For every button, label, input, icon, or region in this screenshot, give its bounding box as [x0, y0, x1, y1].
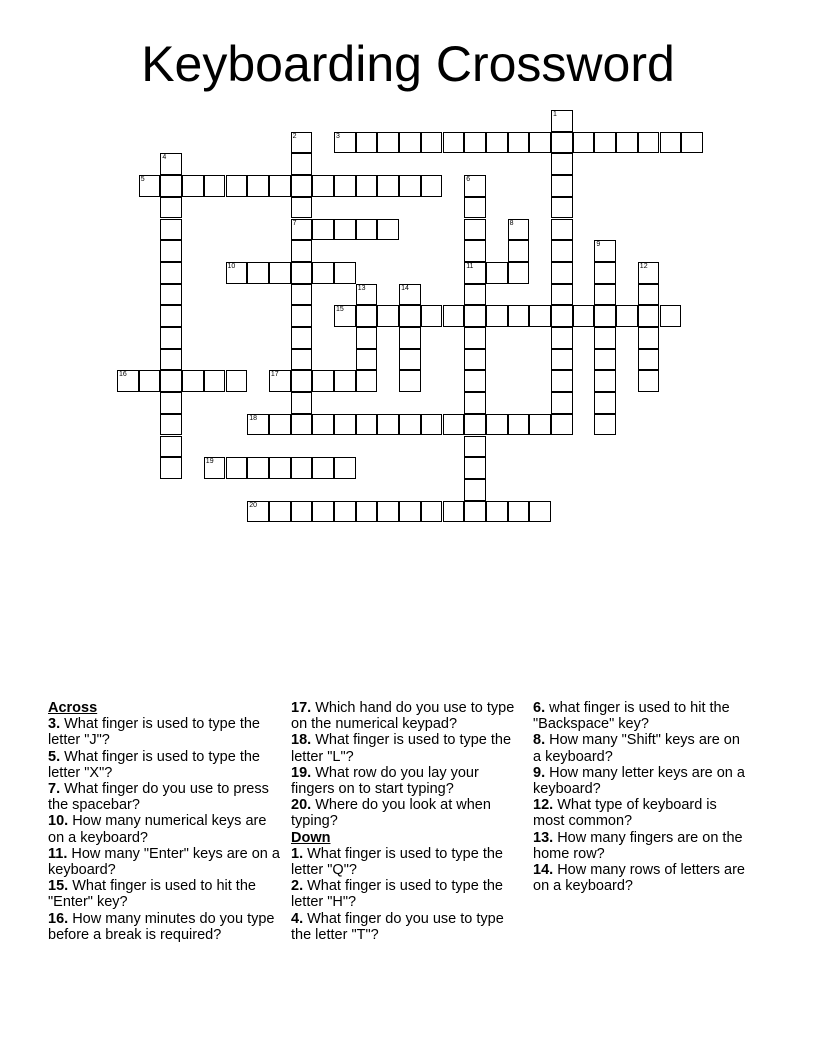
grid-cell[interactable] — [594, 392, 616, 414]
grid-cell[interactable] — [247, 175, 269, 197]
grid-cell[interactable] — [160, 305, 182, 327]
down-clue — [291, 911, 519, 943]
clue-text: What finger is used to type the letter "L"? — [291, 732, 512, 765]
grid-cell[interactable] — [356, 370, 378, 392]
grid-cell[interactable] — [291, 457, 313, 479]
grid-cell[interactable] — [508, 240, 530, 262]
clue-text: What finger is used to hit the "Enter" key? — [48, 878, 256, 911]
grid-cell[interactable] — [508, 219, 530, 241]
clue-num: 17. — [291, 700, 312, 716]
clue-num: 7. — [48, 781, 61, 798]
down-clues-part2 — [533, 700, 748, 894]
clue-num: 6. — [533, 700, 546, 716]
grid-cell[interactable] — [334, 501, 356, 523]
grid-cell[interactable] — [312, 457, 334, 479]
clue-column-2 — [291, 700, 519, 943]
grid-cell[interactable] — [551, 175, 573, 197]
across-clues-part1 — [48, 716, 280, 943]
grid-cell[interactable] — [464, 240, 486, 262]
grid-cell[interactable] — [356, 501, 378, 523]
grid-cell[interactable] — [594, 132, 616, 154]
clue-column-3 — [533, 700, 748, 894]
grid-cell[interactable] — [204, 175, 226, 197]
grid-cell[interactable] — [291, 392, 313, 414]
grid-cell[interactable] — [638, 284, 660, 306]
clue-number: 2 — [292, 132, 297, 140]
clue-text: How many "Enter" keys are on a keyboard? — [48, 845, 280, 879]
grid-cell[interactable] — [356, 305, 378, 327]
across-clue — [48, 716, 280, 748]
grid-cell[interactable] — [573, 305, 595, 327]
grid-cell[interactable] — [160, 262, 182, 284]
grid-cell[interactable] — [356, 132, 378, 154]
grid-cell[interactable] — [464, 327, 486, 349]
grid-cell[interactable] — [551, 240, 573, 262]
grid-cell[interactable] — [443, 414, 465, 436]
grid-cell[interactable] — [269, 414, 291, 436]
clue-num: 11. — [48, 845, 68, 862]
grid-cell[interactable] — [160, 219, 182, 241]
clue-text: what finger is used to hit the "Backspace" key? — [533, 700, 730, 733]
page-title: Keyboarding Crossword — [141, 36, 675, 92]
clue-number: 15 — [336, 306, 344, 314]
grid-cell[interactable] — [399, 414, 421, 436]
grid-cell[interactable] — [551, 153, 573, 175]
grid-cell[interactable] — [594, 240, 616, 262]
grid-cell[interactable] — [226, 175, 248, 197]
clue-number: 8 — [509, 219, 514, 227]
grid-cell[interactable] — [377, 501, 399, 523]
grid-cell[interactable] — [291, 349, 313, 371]
down-clue — [533, 797, 748, 829]
grid-cell[interactable] — [508, 262, 530, 284]
grid-cell[interactable] — [681, 132, 703, 154]
grid-cell[interactable] — [247, 262, 269, 284]
grid-cell[interactable] — [291, 501, 313, 523]
grid-cell[interactable] — [312, 175, 334, 197]
clue-number: 11 — [466, 262, 474, 270]
grid-cell[interactable] — [182, 175, 204, 197]
clue-text: How many letter keys are on a keyboard? — [533, 764, 745, 798]
clue-number: 19 — [205, 458, 214, 466]
grid-cell[interactable] — [421, 305, 443, 327]
down-clues-part1 — [291, 846, 519, 943]
grid-cell[interactable] — [421, 501, 443, 523]
grid-cell[interactable] — [334, 132, 356, 154]
grid-cell[interactable] — [399, 175, 421, 197]
clue-number: 4 — [162, 154, 167, 162]
grid-cell[interactable] — [508, 414, 530, 436]
grid-cell[interactable] — [247, 501, 269, 523]
clue-number: 3 — [336, 132, 340, 140]
grid-cell[interactable] — [204, 370, 226, 392]
clue-number: 16 — [119, 371, 127, 379]
grid-cell[interactable] — [312, 370, 334, 392]
across-clue — [48, 813, 280, 845]
down-clue — [533, 862, 748, 894]
grid-cell[interactable] — [529, 132, 551, 154]
grid-cell[interactable] — [464, 370, 486, 392]
grid-cell[interactable] — [464, 501, 486, 523]
grid-cell[interactable] — [660, 132, 682, 154]
grid-cell[interactable] — [594, 414, 616, 436]
grid-cell[interactable] — [334, 219, 356, 241]
grid-cell[interactable] — [269, 501, 291, 523]
clue-number: 13 — [357, 284, 366, 292]
clue-num: 10. — [48, 813, 69, 830]
clue-number: 5 — [140, 176, 145, 184]
grid-cell[interactable] — [529, 414, 551, 436]
grid-cell[interactable] — [334, 305, 356, 327]
grid-cell[interactable] — [356, 327, 378, 349]
clue-text: Which hand do you use to type on the numerical keypad? — [291, 700, 515, 733]
grid-cell[interactable] — [464, 284, 486, 306]
grid-cell[interactable] — [160, 240, 182, 262]
grid-cell[interactable] — [160, 370, 182, 392]
grid-cell[interactable] — [269, 457, 291, 479]
clue-num: 4. — [291, 910, 304, 927]
grid-cell[interactable] — [334, 414, 356, 436]
grid-cell[interactable] — [291, 414, 313, 436]
grid-cell[interactable] — [291, 284, 313, 306]
grid-cell[interactable] — [421, 414, 443, 436]
across-clue — [48, 749, 280, 781]
clue-text: How many fingers are on the home row? — [533, 829, 743, 862]
grid-cell[interactable] — [160, 457, 182, 479]
grid-cell[interactable] — [356, 414, 378, 436]
down-clue — [533, 700, 748, 732]
down-clue — [533, 732, 748, 764]
clue-number: 18 — [249, 414, 257, 422]
grid-cell[interactable] — [247, 414, 269, 436]
clue-num: 20. — [291, 797, 312, 814]
grid-cell[interactable] — [486, 262, 508, 284]
across-clue — [48, 846, 280, 878]
grid-cell[interactable] — [291, 305, 313, 327]
grid-cell[interactable] — [443, 305, 465, 327]
grid-cell[interactable] — [551, 414, 573, 436]
grid-cell[interactable] — [551, 327, 573, 349]
grid-cell[interactable] — [182, 370, 204, 392]
grid-cell[interactable] — [638, 132, 660, 154]
down-clue — [533, 765, 748, 797]
clue-num: 3. — [48, 716, 61, 733]
grid-cell[interactable] — [334, 370, 356, 392]
clue-text: What finger do you use to press the spacebar? — [48, 781, 269, 814]
grid-cell[interactable] — [291, 262, 313, 284]
grid-cell[interactable] — [486, 132, 508, 154]
grid-cell[interactable] — [638, 370, 660, 392]
grid-cell[interactable] — [551, 197, 573, 219]
grid-cell[interactable] — [269, 262, 291, 284]
grid-cell[interactable] — [377, 175, 399, 197]
grid-cell[interactable] — [508, 501, 530, 523]
clue-number: 1 — [553, 111, 557, 118]
clue-text: What finger is used to type the letter "Q"? — [291, 845, 503, 879]
down-heading: Down — [291, 829, 331, 846]
grid-cell[interactable] — [551, 305, 573, 327]
grid-cell[interactable] — [551, 392, 573, 414]
clue-text: What row do you lay your fingers on to start typing? — [291, 764, 479, 798]
grid-cell[interactable] — [356, 284, 378, 306]
grid-cell[interactable] — [638, 262, 660, 284]
grid-cell[interactable] — [312, 501, 334, 523]
clue-num: 13. — [533, 829, 554, 846]
grid-cell[interactable] — [291, 132, 313, 154]
grid-cell[interactable] — [464, 479, 486, 501]
grid-cell[interactable] — [486, 414, 508, 436]
grid-cell[interactable] — [594, 262, 616, 284]
clue-text: How many numerical keys are on a keyboard? — [48, 813, 267, 846]
grid-cell[interactable] — [312, 262, 334, 284]
grid-cell[interactable] — [160, 414, 182, 436]
clue-num: 2. — [291, 878, 304, 895]
clue-num: 8. — [533, 732, 546, 749]
across-clues-part2 — [291, 700, 519, 830]
grid-cell[interactable] — [160, 327, 182, 349]
grid-cell[interactable] — [291, 370, 313, 392]
grid-cell[interactable] — [291, 327, 313, 349]
grid-cell[interactable] — [638, 305, 660, 327]
clue-column-1 — [48, 700, 280, 943]
grid-cell[interactable] — [464, 197, 486, 219]
clue-number: 7 — [292, 219, 297, 227]
grid-cell[interactable] — [247, 457, 269, 479]
across-clue — [48, 911, 280, 943]
grid-cell[interactable] — [399, 305, 421, 327]
clue-num: 18. — [291, 732, 312, 749]
grid-cell[interactable] — [421, 175, 443, 197]
clue-text: Where do you look at when typing? — [291, 797, 491, 830]
grid-cell[interactable] — [377, 219, 399, 241]
down-clue — [291, 878, 519, 910]
grid-cell[interactable] — [486, 501, 508, 523]
grid-cell[interactable] — [399, 349, 421, 371]
across-clue — [291, 700, 519, 732]
across-clue — [48, 781, 280, 813]
clue-num: 5. — [48, 748, 61, 765]
across-clue — [48, 878, 280, 910]
grid-cell[interactable] — [160, 153, 182, 175]
grid-cell[interactable] — [377, 414, 399, 436]
grid-cell[interactable] — [117, 370, 139, 392]
grid-cell[interactable] — [464, 132, 486, 154]
clue-number: 17 — [270, 371, 279, 379]
grid-cell[interactable] — [464, 175, 486, 197]
clue-num: 14. — [533, 862, 554, 879]
clue-num: 9. — [533, 764, 546, 781]
clue-number: 6 — [466, 176, 471, 184]
grid-cell[interactable] — [312, 414, 334, 436]
grid-cell[interactable] — [421, 132, 443, 154]
grid-cell[interactable] — [486, 305, 508, 327]
clue-text: How many rows of letters are on a keyboard? — [533, 862, 745, 895]
across-clue — [291, 765, 519, 797]
clue-num: 1. — [291, 845, 304, 862]
clue-text: How many minutes do you type before a break is required? — [48, 910, 275, 943]
clue-number: 14 — [401, 284, 409, 292]
grid-cell[interactable] — [464, 349, 486, 371]
grid-cell[interactable] — [660, 305, 682, 327]
grid-cell[interactable] — [269, 370, 291, 392]
clue-text: How many "Shift" keys are on a keyboard? — [533, 732, 740, 765]
down-clue — [533, 830, 748, 862]
grid-cell[interactable] — [464, 392, 486, 414]
grid-cell[interactable] — [616, 305, 638, 327]
grid-cell[interactable] — [139, 370, 161, 392]
grid-cell[interactable] — [551, 370, 573, 392]
grid-cell[interactable] — [638, 349, 660, 371]
grid-cell[interactable] — [399, 284, 421, 306]
grid-cell[interactable] — [551, 110, 573, 132]
grid-cell[interactable] — [399, 327, 421, 349]
down-clue — [291, 846, 519, 878]
grid-cell[interactable] — [399, 132, 421, 154]
across-clue — [291, 732, 519, 764]
grid-cell[interactable] — [594, 305, 616, 327]
across-heading: Across — [48, 700, 98, 716]
grid-cell[interactable] — [334, 175, 356, 197]
grid-cell[interactable] — [594, 370, 616, 392]
grid-cell[interactable] — [464, 414, 486, 436]
grid-cell[interactable] — [160, 197, 182, 219]
grid-cell[interactable] — [529, 501, 551, 523]
grid-cell[interactable] — [160, 349, 182, 371]
grid-cell[interactable] — [594, 327, 616, 349]
grid-cell[interactable] — [551, 284, 573, 306]
grid-cell[interactable] — [443, 501, 465, 523]
grid-cell[interactable] — [551, 219, 573, 241]
grid-cell[interactable] — [377, 132, 399, 154]
grid-cell[interactable] — [291, 240, 313, 262]
clue-number: 9 — [596, 241, 601, 249]
grid-cell[interactable] — [551, 349, 573, 371]
grid-cell[interactable] — [464, 305, 486, 327]
grid-cell[interactable] — [464, 262, 486, 284]
grid-cell[interactable] — [464, 457, 486, 479]
grid-cell[interactable] — [160, 284, 182, 306]
grid-cell[interactable] — [529, 305, 551, 327]
clue-text: What finger is used to type the letter "H"? — [291, 878, 503, 911]
grid-cell[interactable] — [269, 175, 291, 197]
clue-num: 16. — [48, 910, 69, 927]
grid-cell[interactable] — [551, 262, 573, 284]
clue-num: 15. — [48, 878, 69, 895]
across-clue — [291, 797, 519, 829]
grid-cell[interactable] — [399, 370, 421, 392]
grid-cell[interactable] — [334, 457, 356, 479]
grid-cell[interactable] — [312, 219, 334, 241]
grid-cell[interactable] — [443, 132, 465, 154]
clue-text: What finger is used to type the letter "J"? — [48, 716, 260, 749]
clue-text: What type of keyboard is most common? — [533, 797, 717, 830]
grid-cell[interactable] — [464, 436, 486, 458]
grid-cell[interactable] — [356, 175, 378, 197]
grid-cell[interactable] — [291, 175, 313, 197]
grid-cell[interactable] — [508, 305, 530, 327]
grid-cell[interactable] — [399, 501, 421, 523]
grid-cell[interactable] — [226, 457, 248, 479]
clue-number: 10 — [227, 262, 236, 270]
grid-cell[interactable] — [226, 262, 248, 284]
grid-cell[interactable] — [594, 284, 616, 306]
grid-cell[interactable] — [291, 219, 313, 241]
grid-cell[interactable] — [160, 175, 182, 197]
grid-cell[interactable] — [594, 349, 616, 371]
clue-num: 12. — [533, 797, 554, 814]
grid-cell[interactable] — [160, 392, 182, 414]
grid-cell[interactable] — [160, 436, 182, 458]
clue-text: What finger do you use to type the letter "T"? — [291, 910, 504, 943]
clue-number: 12 — [639, 262, 648, 270]
grid-cell[interactable] — [573, 132, 595, 154]
grid-cell[interactable] — [356, 349, 378, 371]
clue-num: 19. — [291, 764, 312, 781]
grid-cell[interactable] — [551, 132, 573, 154]
grid-cell[interactable] — [377, 305, 399, 327]
grid-cell[interactable] — [508, 132, 530, 154]
clue-number: 20 — [249, 501, 257, 509]
clue-text: What finger is used to type the letter "X"? — [48, 748, 260, 781]
grid-cell[interactable] — [291, 197, 313, 219]
grid-cell[interactable] — [616, 132, 638, 154]
grid-cell[interactable] — [638, 327, 660, 349]
grid-cell[interactable] — [464, 219, 486, 241]
grid-cell[interactable] — [139, 175, 161, 197]
grid-cell[interactable] — [226, 370, 248, 392]
grid-cell[interactable] — [356, 219, 378, 241]
grid-cell[interactable] — [334, 262, 356, 284]
grid-cell[interactable] — [204, 457, 226, 479]
grid-cell[interactable] — [291, 153, 313, 175]
